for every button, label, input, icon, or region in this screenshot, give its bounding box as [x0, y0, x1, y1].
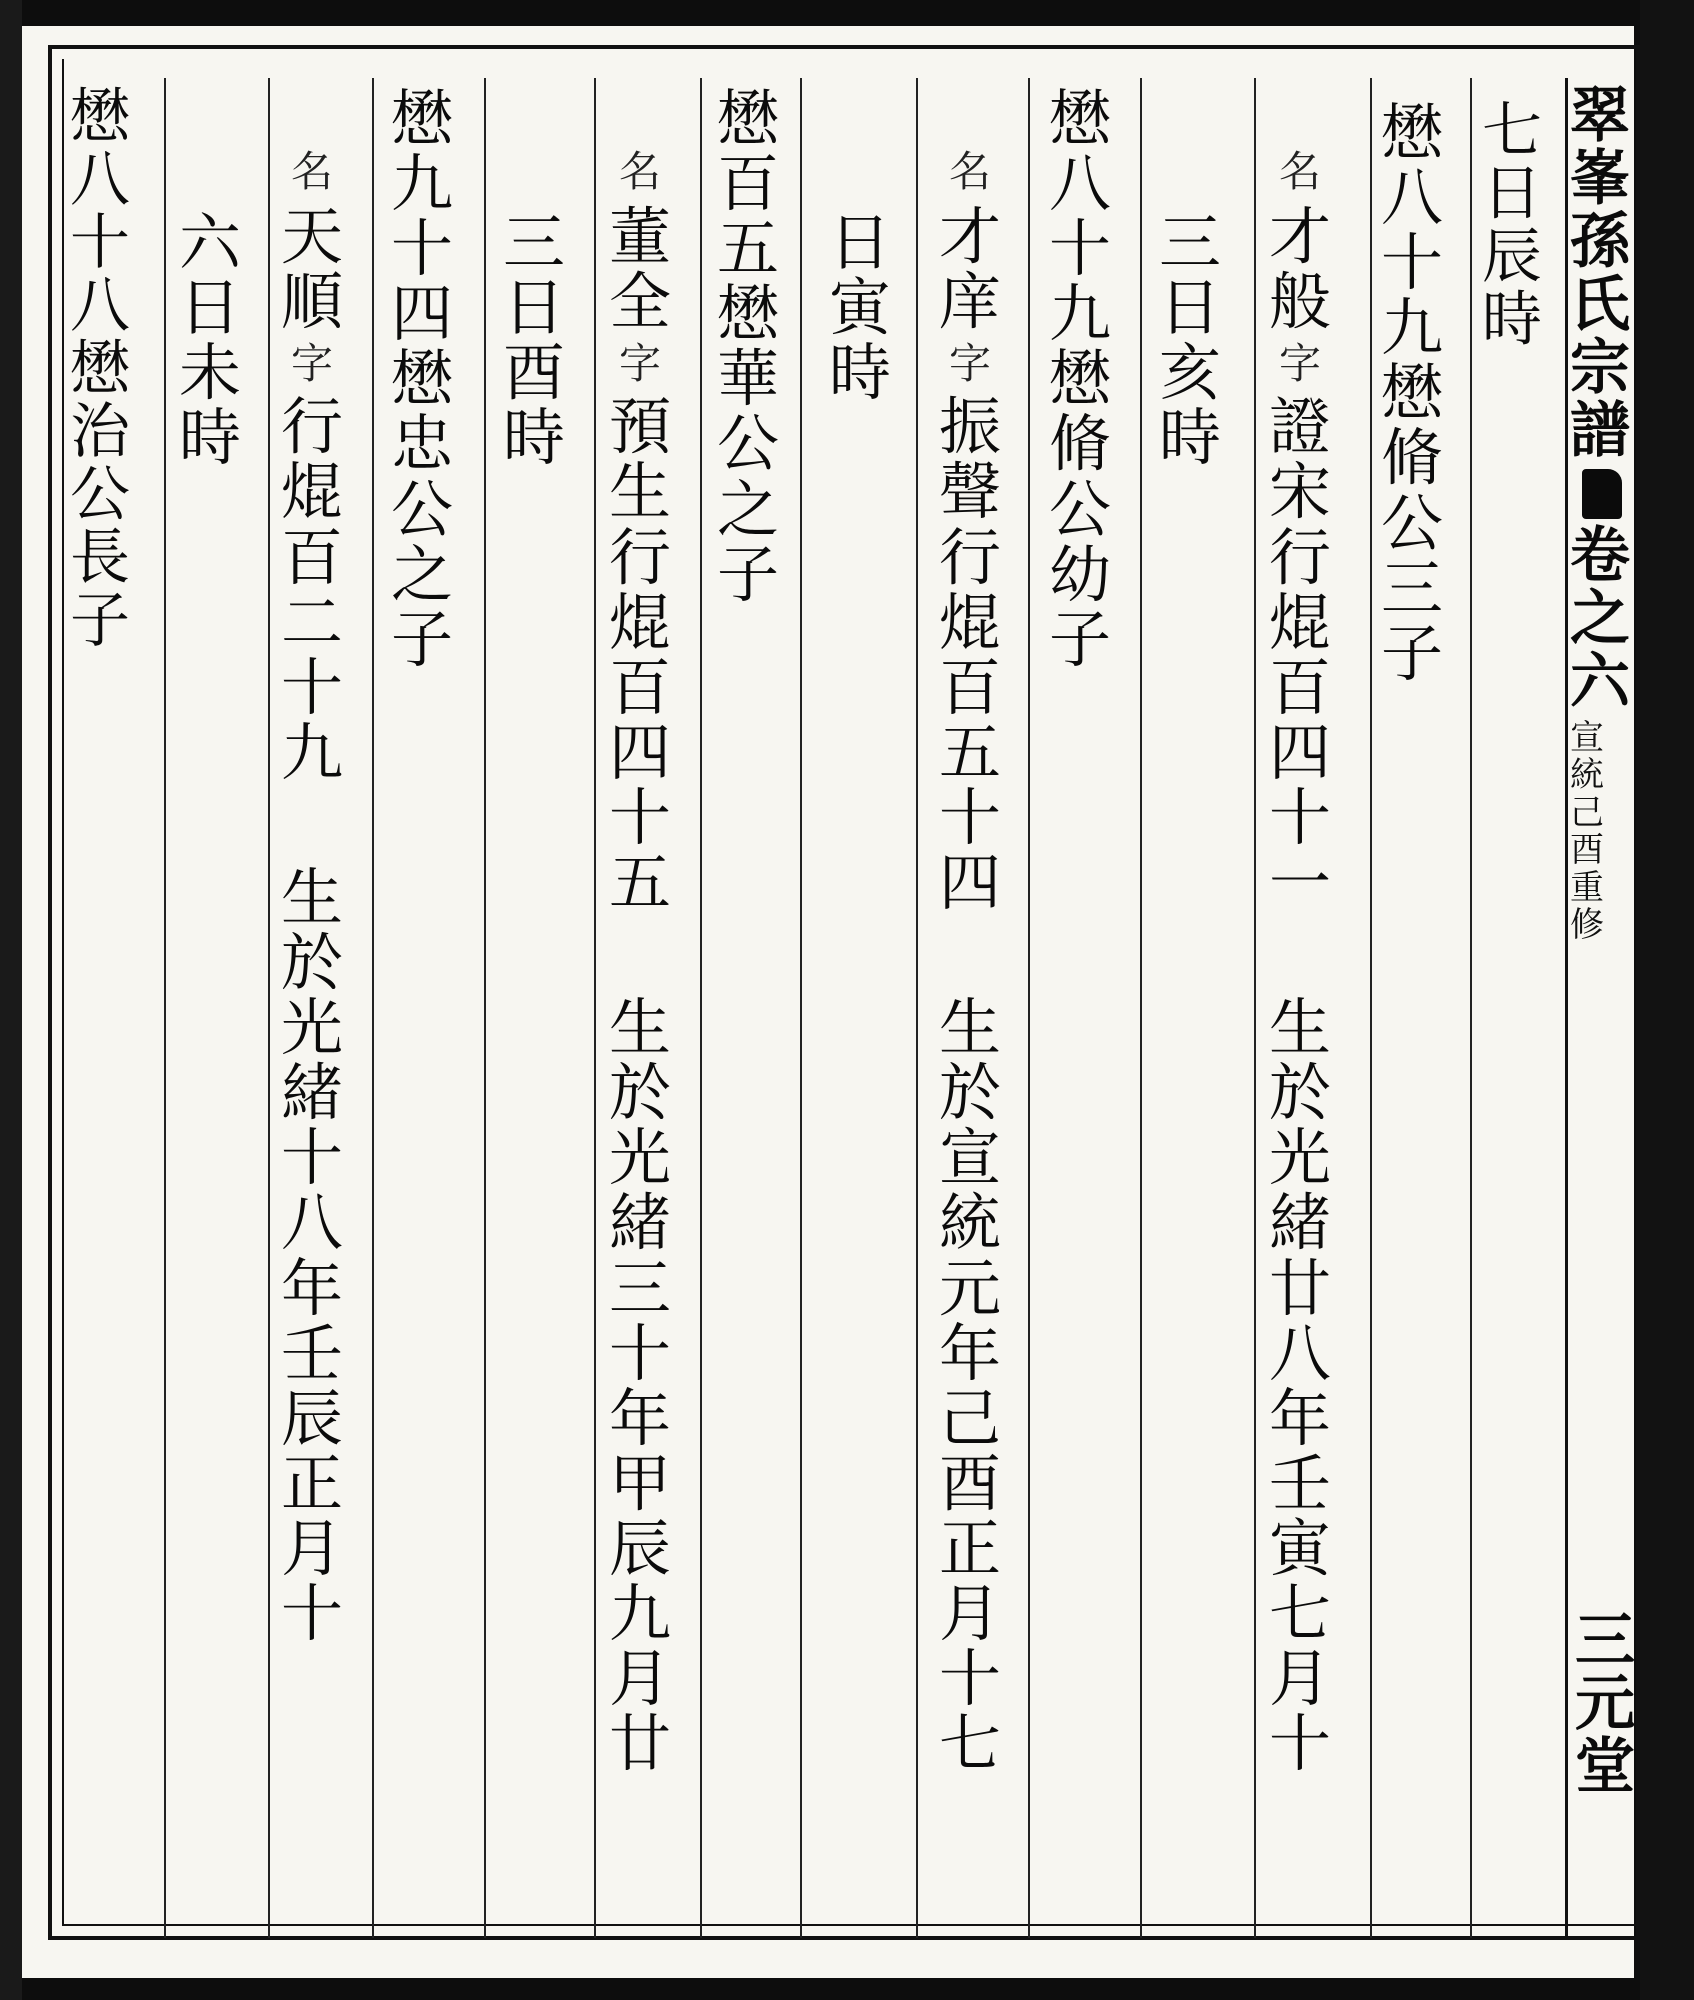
- text-column-c11: [386, 82, 458, 676]
- column-rule: [164, 78, 166, 1938]
- genealogy-title: 翠峯孫氏宗譜: [1570, 81, 1630, 466]
- courtesy-and-rank: 預 生 行 焜 百 四 十 五: [608, 390, 671, 920]
- column-rule: [1140, 78, 1142, 1938]
- column-rule: [1254, 78, 1256, 1938]
- column-rule: [1028, 78, 1030, 1938]
- birth-record: 生 於 宣 統 元 年 己 酉 正 月 十 七: [938, 991, 1001, 1781]
- text-column-c1: [1476, 96, 1548, 355]
- page-edge-right: [1640, 0, 1694, 2000]
- birth-record: 生 於 光 緒 十 八 年 壬 辰 正 月 十: [280, 860, 343, 1650]
- name-label: 名: [1278, 147, 1321, 196]
- hall-name-text: 三元堂: [1575, 1606, 1635, 1802]
- column-rule: [1370, 78, 1372, 1938]
- courtesy-label: 字: [618, 339, 661, 389]
- courtesy-label: 字: [290, 339, 333, 389]
- text-column-c13: [174, 206, 246, 475]
- column-text: 懋 百 五 懋 華 公 之 子: [716, 82, 779, 611]
- hall-name: [1575, 1606, 1635, 1802]
- column-rule: [268, 78, 270, 1938]
- column-rule: [484, 78, 486, 1938]
- text-column-c14: [64, 82, 136, 656]
- gutter-rule: [1565, 78, 1568, 1938]
- column-rule: [1470, 78, 1472, 1938]
- name-label: 名: [618, 147, 661, 196]
- volume-label: 卷之六: [1570, 521, 1630, 717]
- text-column-c2: [1376, 96, 1448, 690]
- given-name: 天 順: [280, 200, 343, 339]
- text-column-c9: [604, 147, 676, 1781]
- birth-record: 生 於 光 緒 三 十 年 甲 辰 九 月 廿: [608, 991, 671, 1781]
- column-rule: [594, 78, 596, 1938]
- column-text: 七 日 辰 時: [1482, 96, 1542, 355]
- column-text: 懋 九 十 四 懋 忠 公 之 子: [390, 82, 453, 676]
- text-column-c10: [498, 206, 570, 475]
- edition-note: 宣統己酉重修: [1570, 718, 1604, 945]
- courtesy-label: 字: [948, 339, 991, 389]
- column-rule: [372, 78, 374, 1938]
- column-text: 六 日 未 時: [178, 206, 241, 475]
- courtesy-and-rank: 振 聲 行 焜 百 五 十 四: [938, 390, 1001, 920]
- column-text: 三 日 酉 時: [502, 206, 565, 475]
- given-name: 才 般: [1268, 200, 1331, 339]
- birth-record: 生 於 光 緒 廿 八 年 壬 寅 七 月 十: [1268, 991, 1331, 1781]
- text-column-c7: [824, 206, 896, 410]
- courtesy-label: 字: [1278, 339, 1321, 389]
- courtesy-and-rank: 行 焜 百 二 十 九: [280, 390, 343, 789]
- courtesy-and-rank: 證 宋 行 焜 百 四 十 一: [1268, 390, 1331, 920]
- column-text: 日 寅 時: [828, 206, 891, 410]
- column-rule: [916, 78, 918, 1938]
- text-column-c8: [712, 82, 784, 611]
- text-column-c3: [1264, 147, 1336, 1781]
- column-text: 三 日 亥 時: [1158, 206, 1221, 475]
- column-text: 懋 八 十 八 懋 治 公 長 子: [70, 82, 130, 656]
- name-label: 名: [948, 147, 991, 196]
- name-label: 名: [290, 147, 333, 196]
- given-name: 才 庠: [938, 200, 1001, 339]
- text-column-c6: [934, 147, 1006, 1781]
- given-name: 董 全: [608, 200, 671, 339]
- fishtail-mark: [1582, 469, 1622, 519]
- text-column-c4: [1154, 206, 1226, 475]
- page-edge-left: [0, 0, 22, 2000]
- column-text: 懋 八 十 九 懋 脩 公 三 子: [1380, 96, 1443, 690]
- text-column-c12: [276, 147, 348, 1650]
- column-rule: [700, 78, 702, 1938]
- gutter-title: [1570, 81, 1634, 945]
- column-text: 懋 八 十 九 懋 脩 公 幼 子: [1048, 82, 1111, 676]
- column-rule: [800, 78, 802, 1938]
- text-column-c5: [1044, 82, 1116, 676]
